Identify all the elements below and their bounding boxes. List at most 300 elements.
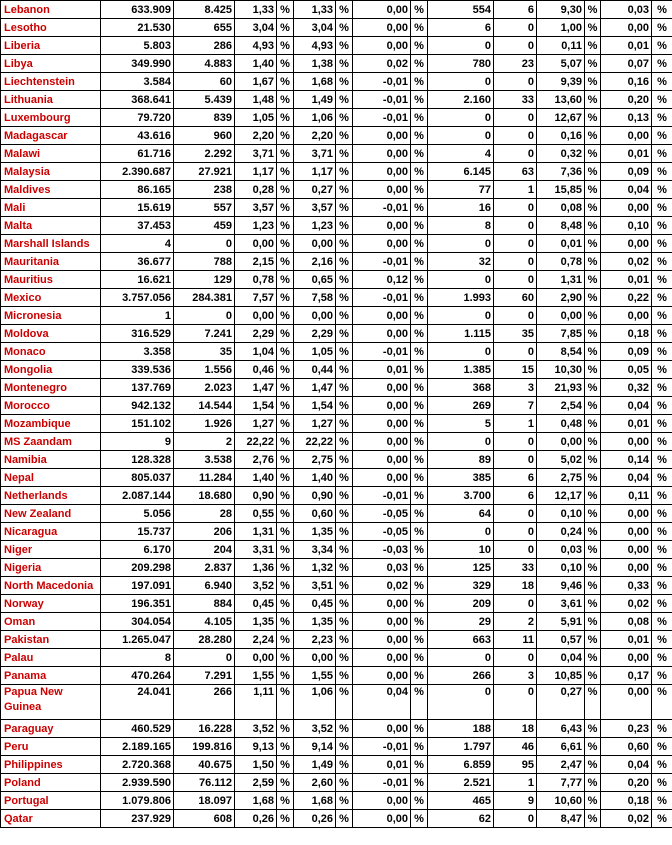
percent-cell: % bbox=[336, 613, 353, 631]
percent-cell: % bbox=[652, 307, 672, 325]
table-row bbox=[1, 631, 672, 649]
recent-cases-cell: 188 bbox=[428, 720, 494, 738]
percent-cell: % bbox=[585, 487, 601, 505]
percent-cell: % bbox=[277, 415, 294, 433]
country-name: Paraguay bbox=[1, 720, 101, 738]
cfr2-cell: 1,35 bbox=[294, 523, 336, 541]
percent-cell: % bbox=[585, 145, 601, 163]
cfr-cell: 4,93 bbox=[235, 37, 277, 55]
table-row bbox=[1, 433, 672, 451]
rate2-cell: 0,09 bbox=[601, 343, 652, 361]
percent-cell: % bbox=[277, 792, 294, 810]
change-cell: 0,01 bbox=[353, 756, 411, 774]
percent-cell: % bbox=[336, 559, 353, 577]
table-row bbox=[1, 487, 672, 505]
change-cell: -0,01 bbox=[353, 487, 411, 505]
change-cell: -0,01 bbox=[353, 343, 411, 361]
cases-cell: 3.584 bbox=[101, 73, 174, 91]
recent-cases-cell: 385 bbox=[428, 469, 494, 487]
percent-cell: % bbox=[585, 774, 601, 792]
percent-cell: % bbox=[336, 127, 353, 145]
percent-cell: % bbox=[411, 685, 428, 720]
cfr-cell: 0,26 bbox=[235, 810, 277, 828]
recent-cases-cell: 1.115 bbox=[428, 325, 494, 343]
rate-cell: 12,67 bbox=[537, 109, 585, 127]
percent-cell: % bbox=[336, 379, 353, 397]
cfr-cell: 1,40 bbox=[235, 469, 277, 487]
cfr2-cell: 3,51 bbox=[294, 577, 336, 595]
cfr-cell: 1,27 bbox=[235, 415, 277, 433]
percent-cell: % bbox=[277, 91, 294, 109]
percent-cell: % bbox=[652, 505, 672, 523]
deaths-cell: 204 bbox=[174, 541, 235, 559]
table-row bbox=[1, 774, 672, 792]
country-name: Philippines bbox=[1, 756, 101, 774]
country-name: Mauritania bbox=[1, 253, 101, 271]
percent-cell: % bbox=[411, 379, 428, 397]
cfr2-cell: 0,60 bbox=[294, 505, 336, 523]
percent-cell: % bbox=[277, 73, 294, 91]
rate-cell: 2,47 bbox=[537, 756, 585, 774]
cases-cell: 368.641 bbox=[101, 91, 174, 109]
cfr-cell: 1,68 bbox=[235, 792, 277, 810]
percent-cell: % bbox=[652, 73, 672, 91]
change-cell: 0,00 bbox=[353, 379, 411, 397]
cfr2-cell: 3,04 bbox=[294, 19, 336, 37]
rate-cell: 5,07 bbox=[537, 55, 585, 73]
deaths-cell: 28 bbox=[174, 505, 235, 523]
percent-cell: % bbox=[411, 738, 428, 756]
cfr2-cell: 0,27 bbox=[294, 181, 336, 199]
cfr2-cell: 1,05 bbox=[294, 343, 336, 361]
percent-cell: % bbox=[277, 613, 294, 631]
table-row bbox=[1, 55, 672, 73]
deaths-cell: 3.538 bbox=[174, 451, 235, 469]
rate2-cell: 0,00 bbox=[601, 307, 652, 325]
cfr2-cell: 1,06 bbox=[294, 685, 336, 720]
cfr-cell: 0,00 bbox=[235, 235, 277, 253]
deaths-cell: 206 bbox=[174, 523, 235, 541]
change-cell: 0,02 bbox=[353, 55, 411, 73]
cfr-cell: 1,55 bbox=[235, 667, 277, 685]
cases-cell: 15.619 bbox=[101, 199, 174, 217]
deaths-cell: 76.112 bbox=[174, 774, 235, 792]
percent-cell: % bbox=[277, 55, 294, 73]
percent-cell: % bbox=[277, 469, 294, 487]
percent-cell: % bbox=[277, 487, 294, 505]
recent-cases-cell: 1.797 bbox=[428, 738, 494, 756]
rate2-cell: 0,09 bbox=[601, 163, 652, 181]
percent-cell: % bbox=[652, 469, 672, 487]
percent-cell: % bbox=[336, 343, 353, 361]
percent-cell: % bbox=[277, 127, 294, 145]
rate-cell: 0,00 bbox=[537, 433, 585, 451]
cfr2-cell: 22,22 bbox=[294, 433, 336, 451]
percent-cell: % bbox=[277, 19, 294, 37]
recent-cases-cell: 329 bbox=[428, 577, 494, 595]
percent-cell: % bbox=[336, 649, 353, 667]
rate2-cell: 0,00 bbox=[601, 505, 652, 523]
percent-cell: % bbox=[336, 451, 353, 469]
cfr-cell: 3,52 bbox=[235, 577, 277, 595]
cases-cell: 1.079.806 bbox=[101, 792, 174, 810]
deaths-cell: 6.940 bbox=[174, 577, 235, 595]
cases-cell: 9 bbox=[101, 433, 174, 451]
percent-cell: % bbox=[652, 577, 672, 595]
cases-cell: 209.298 bbox=[101, 559, 174, 577]
recent-deaths-cell: 0 bbox=[494, 19, 537, 37]
percent-cell: % bbox=[411, 163, 428, 181]
cfr2-cell: 1,35 bbox=[294, 613, 336, 631]
cfr-cell: 2,76 bbox=[235, 451, 277, 469]
cfr-cell: 0,00 bbox=[235, 649, 277, 667]
country-name: Niger bbox=[1, 541, 101, 559]
table-row bbox=[1, 253, 672, 271]
deaths-cell: 27.921 bbox=[174, 163, 235, 181]
recent-deaths-cell: 11 bbox=[494, 631, 537, 649]
recent-deaths-cell: 1 bbox=[494, 774, 537, 792]
cases-cell: 3.757.056 bbox=[101, 289, 174, 307]
recent-deaths-cell: 0 bbox=[494, 199, 537, 217]
rate2-cell: 0,08 bbox=[601, 613, 652, 631]
recent-deaths-cell: 0 bbox=[494, 253, 537, 271]
percent-cell: % bbox=[336, 774, 353, 792]
cfr2-cell: 0,00 bbox=[294, 235, 336, 253]
percent-cell: % bbox=[277, 325, 294, 343]
percent-cell: % bbox=[336, 397, 353, 415]
recent-deaths-cell: 0 bbox=[494, 433, 537, 451]
cases-cell: 196.351 bbox=[101, 595, 174, 613]
recent-cases-cell: 64 bbox=[428, 505, 494, 523]
deaths-cell: 5.439 bbox=[174, 91, 235, 109]
percent-cell: % bbox=[585, 631, 601, 649]
table-row bbox=[1, 37, 672, 55]
recent-deaths-cell: 0 bbox=[494, 127, 537, 145]
percent-cell: % bbox=[336, 577, 353, 595]
rate-cell: 0,04 bbox=[537, 649, 585, 667]
percent-cell: % bbox=[585, 379, 601, 397]
rate2-cell: 0,20 bbox=[601, 91, 652, 109]
recent-deaths-cell: 0 bbox=[494, 649, 537, 667]
recent-cases-cell: 8 bbox=[428, 217, 494, 235]
table-row bbox=[1, 73, 672, 91]
table-row bbox=[1, 91, 672, 109]
recent-cases-cell: 209 bbox=[428, 595, 494, 613]
percent-cell: % bbox=[652, 19, 672, 37]
recent-deaths-cell: 0 bbox=[494, 109, 537, 127]
percent-cell: % bbox=[277, 720, 294, 738]
recent-cases-cell: 368 bbox=[428, 379, 494, 397]
deaths-cell: 4.883 bbox=[174, 55, 235, 73]
deaths-cell: 18.097 bbox=[174, 792, 235, 810]
recent-deaths-cell: 6 bbox=[494, 1, 537, 19]
deaths-cell: 2.023 bbox=[174, 379, 235, 397]
deaths-cell: 284.381 bbox=[174, 289, 235, 307]
cfr2-cell: 1,27 bbox=[294, 415, 336, 433]
cfr-cell: 1,35 bbox=[235, 613, 277, 631]
rate2-cell: 0,02 bbox=[601, 595, 652, 613]
table-row bbox=[1, 19, 672, 37]
recent-cases-cell: 0 bbox=[428, 271, 494, 289]
cases-cell: 6.170 bbox=[101, 541, 174, 559]
cases-cell: 37.453 bbox=[101, 217, 174, 235]
percent-cell: % bbox=[336, 145, 353, 163]
rate2-cell: 0,60 bbox=[601, 738, 652, 756]
country-name: Namibia bbox=[1, 451, 101, 469]
rate-cell: 3,61 bbox=[537, 595, 585, 613]
table-row bbox=[1, 451, 672, 469]
percent-cell: % bbox=[336, 631, 353, 649]
percent-cell: % bbox=[336, 37, 353, 55]
percent-cell: % bbox=[585, 397, 601, 415]
cfr-cell: 3,71 bbox=[235, 145, 277, 163]
percent-cell: % bbox=[652, 91, 672, 109]
recent-cases-cell: 780 bbox=[428, 55, 494, 73]
rate-cell: 0,32 bbox=[537, 145, 585, 163]
change-cell: 0,00 bbox=[353, 145, 411, 163]
percent-cell: % bbox=[277, 307, 294, 325]
cfr2-cell: 0,00 bbox=[294, 649, 336, 667]
table-row bbox=[1, 199, 672, 217]
recent-deaths-cell: 1 bbox=[494, 181, 537, 199]
percent-cell: % bbox=[652, 738, 672, 756]
cfr-cell: 1,47 bbox=[235, 379, 277, 397]
rate-cell: 0,03 bbox=[537, 541, 585, 559]
percent-cell: % bbox=[585, 649, 601, 667]
cfr2-cell: 1,49 bbox=[294, 756, 336, 774]
change-cell: -0,01 bbox=[353, 738, 411, 756]
percent-cell: % bbox=[411, 199, 428, 217]
percent-cell: % bbox=[411, 505, 428, 523]
percent-cell: % bbox=[411, 613, 428, 631]
recent-deaths-cell: 0 bbox=[494, 523, 537, 541]
deaths-cell: 16.228 bbox=[174, 720, 235, 738]
cfr-cell: 1,17 bbox=[235, 163, 277, 181]
recent-deaths-cell: 33 bbox=[494, 559, 537, 577]
rate-cell: 0,78 bbox=[537, 253, 585, 271]
recent-deaths-cell: 6 bbox=[494, 487, 537, 505]
cfr2-cell: 2,75 bbox=[294, 451, 336, 469]
percent-cell: % bbox=[585, 469, 601, 487]
rate-cell: 12,17 bbox=[537, 487, 585, 505]
change-cell: -0,01 bbox=[353, 73, 411, 91]
percent-cell: % bbox=[411, 774, 428, 792]
percent-cell: % bbox=[277, 756, 294, 774]
rate-cell: 0,08 bbox=[537, 199, 585, 217]
deaths-cell: 4.105 bbox=[174, 613, 235, 631]
rate2-cell: 0,02 bbox=[601, 253, 652, 271]
cases-cell: 15.737 bbox=[101, 523, 174, 541]
cfr-cell: 3,04 bbox=[235, 19, 277, 37]
cfr-cell: 0,90 bbox=[235, 487, 277, 505]
change-cell: 0,00 bbox=[353, 181, 411, 199]
change-cell: 0,00 bbox=[353, 325, 411, 343]
cfr2-cell: 3,71 bbox=[294, 145, 336, 163]
change-cell: -0,01 bbox=[353, 774, 411, 792]
recent-cases-cell: 77 bbox=[428, 181, 494, 199]
country-name: Libya bbox=[1, 55, 101, 73]
country-name: Lesotho bbox=[1, 19, 101, 37]
recent-deaths-cell: 60 bbox=[494, 289, 537, 307]
change-cell: 0,00 bbox=[353, 810, 411, 828]
country-name: Morocco bbox=[1, 397, 101, 415]
cfr2-cell: 1,06 bbox=[294, 109, 336, 127]
change-cell: -0,01 bbox=[353, 199, 411, 217]
deaths-cell: 18.680 bbox=[174, 487, 235, 505]
table-row bbox=[1, 577, 672, 595]
percent-cell: % bbox=[652, 379, 672, 397]
percent-cell: % bbox=[411, 73, 428, 91]
cfr-cell: 1,33 bbox=[235, 1, 277, 19]
percent-cell: % bbox=[585, 415, 601, 433]
percent-cell: % bbox=[277, 361, 294, 379]
country-name: Mongolia bbox=[1, 361, 101, 379]
percent-cell: % bbox=[585, 667, 601, 685]
rate-cell: 10,60 bbox=[537, 792, 585, 810]
percent-cell: % bbox=[585, 810, 601, 828]
rate-cell: 2,75 bbox=[537, 469, 585, 487]
cfr2-cell: 2,23 bbox=[294, 631, 336, 649]
recent-deaths-cell: 63 bbox=[494, 163, 537, 181]
percent-cell: % bbox=[336, 19, 353, 37]
percent-cell: % bbox=[411, 19, 428, 37]
country-name: Madagascar bbox=[1, 127, 101, 145]
percent-cell: % bbox=[277, 217, 294, 235]
percent-cell: % bbox=[277, 774, 294, 792]
percent-cell: % bbox=[652, 433, 672, 451]
percent-cell: % bbox=[652, 109, 672, 127]
percent-cell: % bbox=[585, 37, 601, 55]
recent-deaths-cell: 46 bbox=[494, 738, 537, 756]
percent-cell: % bbox=[585, 163, 601, 181]
rate-cell: 5,91 bbox=[537, 613, 585, 631]
deaths-cell: 655 bbox=[174, 19, 235, 37]
percent-cell: % bbox=[585, 127, 601, 145]
cases-cell: 197.091 bbox=[101, 577, 174, 595]
cfr-cell: 1,04 bbox=[235, 343, 277, 361]
country-name: Qatar bbox=[1, 810, 101, 828]
percent-cell: % bbox=[336, 720, 353, 738]
change-cell: 0,04 bbox=[353, 685, 411, 720]
cfr-cell: 9,13 bbox=[235, 738, 277, 756]
rate2-cell: 0,01 bbox=[601, 415, 652, 433]
change-cell: 0,00 bbox=[353, 433, 411, 451]
country-name: Monaco bbox=[1, 343, 101, 361]
rate2-cell: 0,04 bbox=[601, 397, 652, 415]
table-row bbox=[1, 756, 672, 774]
percent-cell: % bbox=[585, 361, 601, 379]
cases-cell: 2.939.590 bbox=[101, 774, 174, 792]
recent-deaths-cell: 6 bbox=[494, 469, 537, 487]
table-row bbox=[1, 271, 672, 289]
recent-cases-cell: 6.859 bbox=[428, 756, 494, 774]
cases-cell: 942.132 bbox=[101, 397, 174, 415]
recent-deaths-cell: 3 bbox=[494, 667, 537, 685]
cfr2-cell: 1,38 bbox=[294, 55, 336, 73]
rate2-cell: 0,01 bbox=[601, 631, 652, 649]
percent-cell: % bbox=[585, 451, 601, 469]
rate2-cell: 0,02 bbox=[601, 810, 652, 828]
cfr-cell: 2,59 bbox=[235, 774, 277, 792]
cases-cell: 4 bbox=[101, 235, 174, 253]
percent-cell: % bbox=[277, 181, 294, 199]
percent-cell: % bbox=[336, 199, 353, 217]
percent-cell: % bbox=[336, 271, 353, 289]
percent-cell: % bbox=[652, 685, 672, 720]
recent-deaths-cell: 0 bbox=[494, 73, 537, 91]
rate-cell: 0,00 bbox=[537, 307, 585, 325]
rate2-cell: 0,00 bbox=[601, 19, 652, 37]
percent-cell: % bbox=[585, 792, 601, 810]
change-cell: 0,00 bbox=[353, 235, 411, 253]
percent-cell: % bbox=[585, 307, 601, 325]
rate2-cell: 0,05 bbox=[601, 361, 652, 379]
rate-cell: 1,00 bbox=[537, 19, 585, 37]
percent-cell: % bbox=[652, 253, 672, 271]
cfr2-cell: 0,44 bbox=[294, 361, 336, 379]
percent-cell: % bbox=[411, 810, 428, 828]
percent-cell: % bbox=[411, 523, 428, 541]
recent-deaths-cell: 2 bbox=[494, 613, 537, 631]
cfr-cell: 2,20 bbox=[235, 127, 277, 145]
cfr2-cell: 3,52 bbox=[294, 720, 336, 738]
rate2-cell: 0,13 bbox=[601, 109, 652, 127]
change-cell: 0,00 bbox=[353, 307, 411, 325]
table-row bbox=[1, 163, 672, 181]
rate-cell: 13,60 bbox=[537, 91, 585, 109]
percent-cell: % bbox=[336, 361, 353, 379]
percent-cell: % bbox=[652, 523, 672, 541]
deaths-cell: 0 bbox=[174, 649, 235, 667]
cases-cell: 43.616 bbox=[101, 127, 174, 145]
percent-cell: % bbox=[336, 738, 353, 756]
rate2-cell: 0,01 bbox=[601, 145, 652, 163]
percent-cell: % bbox=[336, 595, 353, 613]
rate2-cell: 0,14 bbox=[601, 451, 652, 469]
country-name: Lebanon bbox=[1, 1, 101, 19]
rate-cell: 6,43 bbox=[537, 720, 585, 738]
country-name: Nicaragua bbox=[1, 523, 101, 541]
cfr2-cell: 0,00 bbox=[294, 307, 336, 325]
table-row bbox=[1, 145, 672, 163]
country-name: Peru bbox=[1, 738, 101, 756]
table-row bbox=[1, 667, 672, 685]
country-name: Montenegro bbox=[1, 379, 101, 397]
deaths-cell: 839 bbox=[174, 109, 235, 127]
percent-cell: % bbox=[277, 235, 294, 253]
cfr2-cell: 4,93 bbox=[294, 37, 336, 55]
cases-cell: 86.165 bbox=[101, 181, 174, 199]
recent-deaths-cell: 0 bbox=[494, 505, 537, 523]
percent-cell: % bbox=[336, 253, 353, 271]
percent-cell: % bbox=[411, 451, 428, 469]
rate-cell: 0,10 bbox=[537, 559, 585, 577]
rate-cell: 2,54 bbox=[537, 397, 585, 415]
deaths-cell: 28.280 bbox=[174, 631, 235, 649]
table-row bbox=[1, 559, 672, 577]
percent-cell: % bbox=[336, 487, 353, 505]
cases-cell: 470.264 bbox=[101, 667, 174, 685]
rate2-cell: 0,17 bbox=[601, 667, 652, 685]
recent-deaths-cell: 18 bbox=[494, 720, 537, 738]
change-cell: 0,00 bbox=[353, 19, 411, 37]
percent-cell: % bbox=[277, 685, 294, 720]
percent-cell: % bbox=[277, 541, 294, 559]
percent-cell: % bbox=[411, 541, 428, 559]
rate-cell: 8,54 bbox=[537, 343, 585, 361]
percent-cell: % bbox=[336, 810, 353, 828]
percent-cell: % bbox=[411, 397, 428, 415]
